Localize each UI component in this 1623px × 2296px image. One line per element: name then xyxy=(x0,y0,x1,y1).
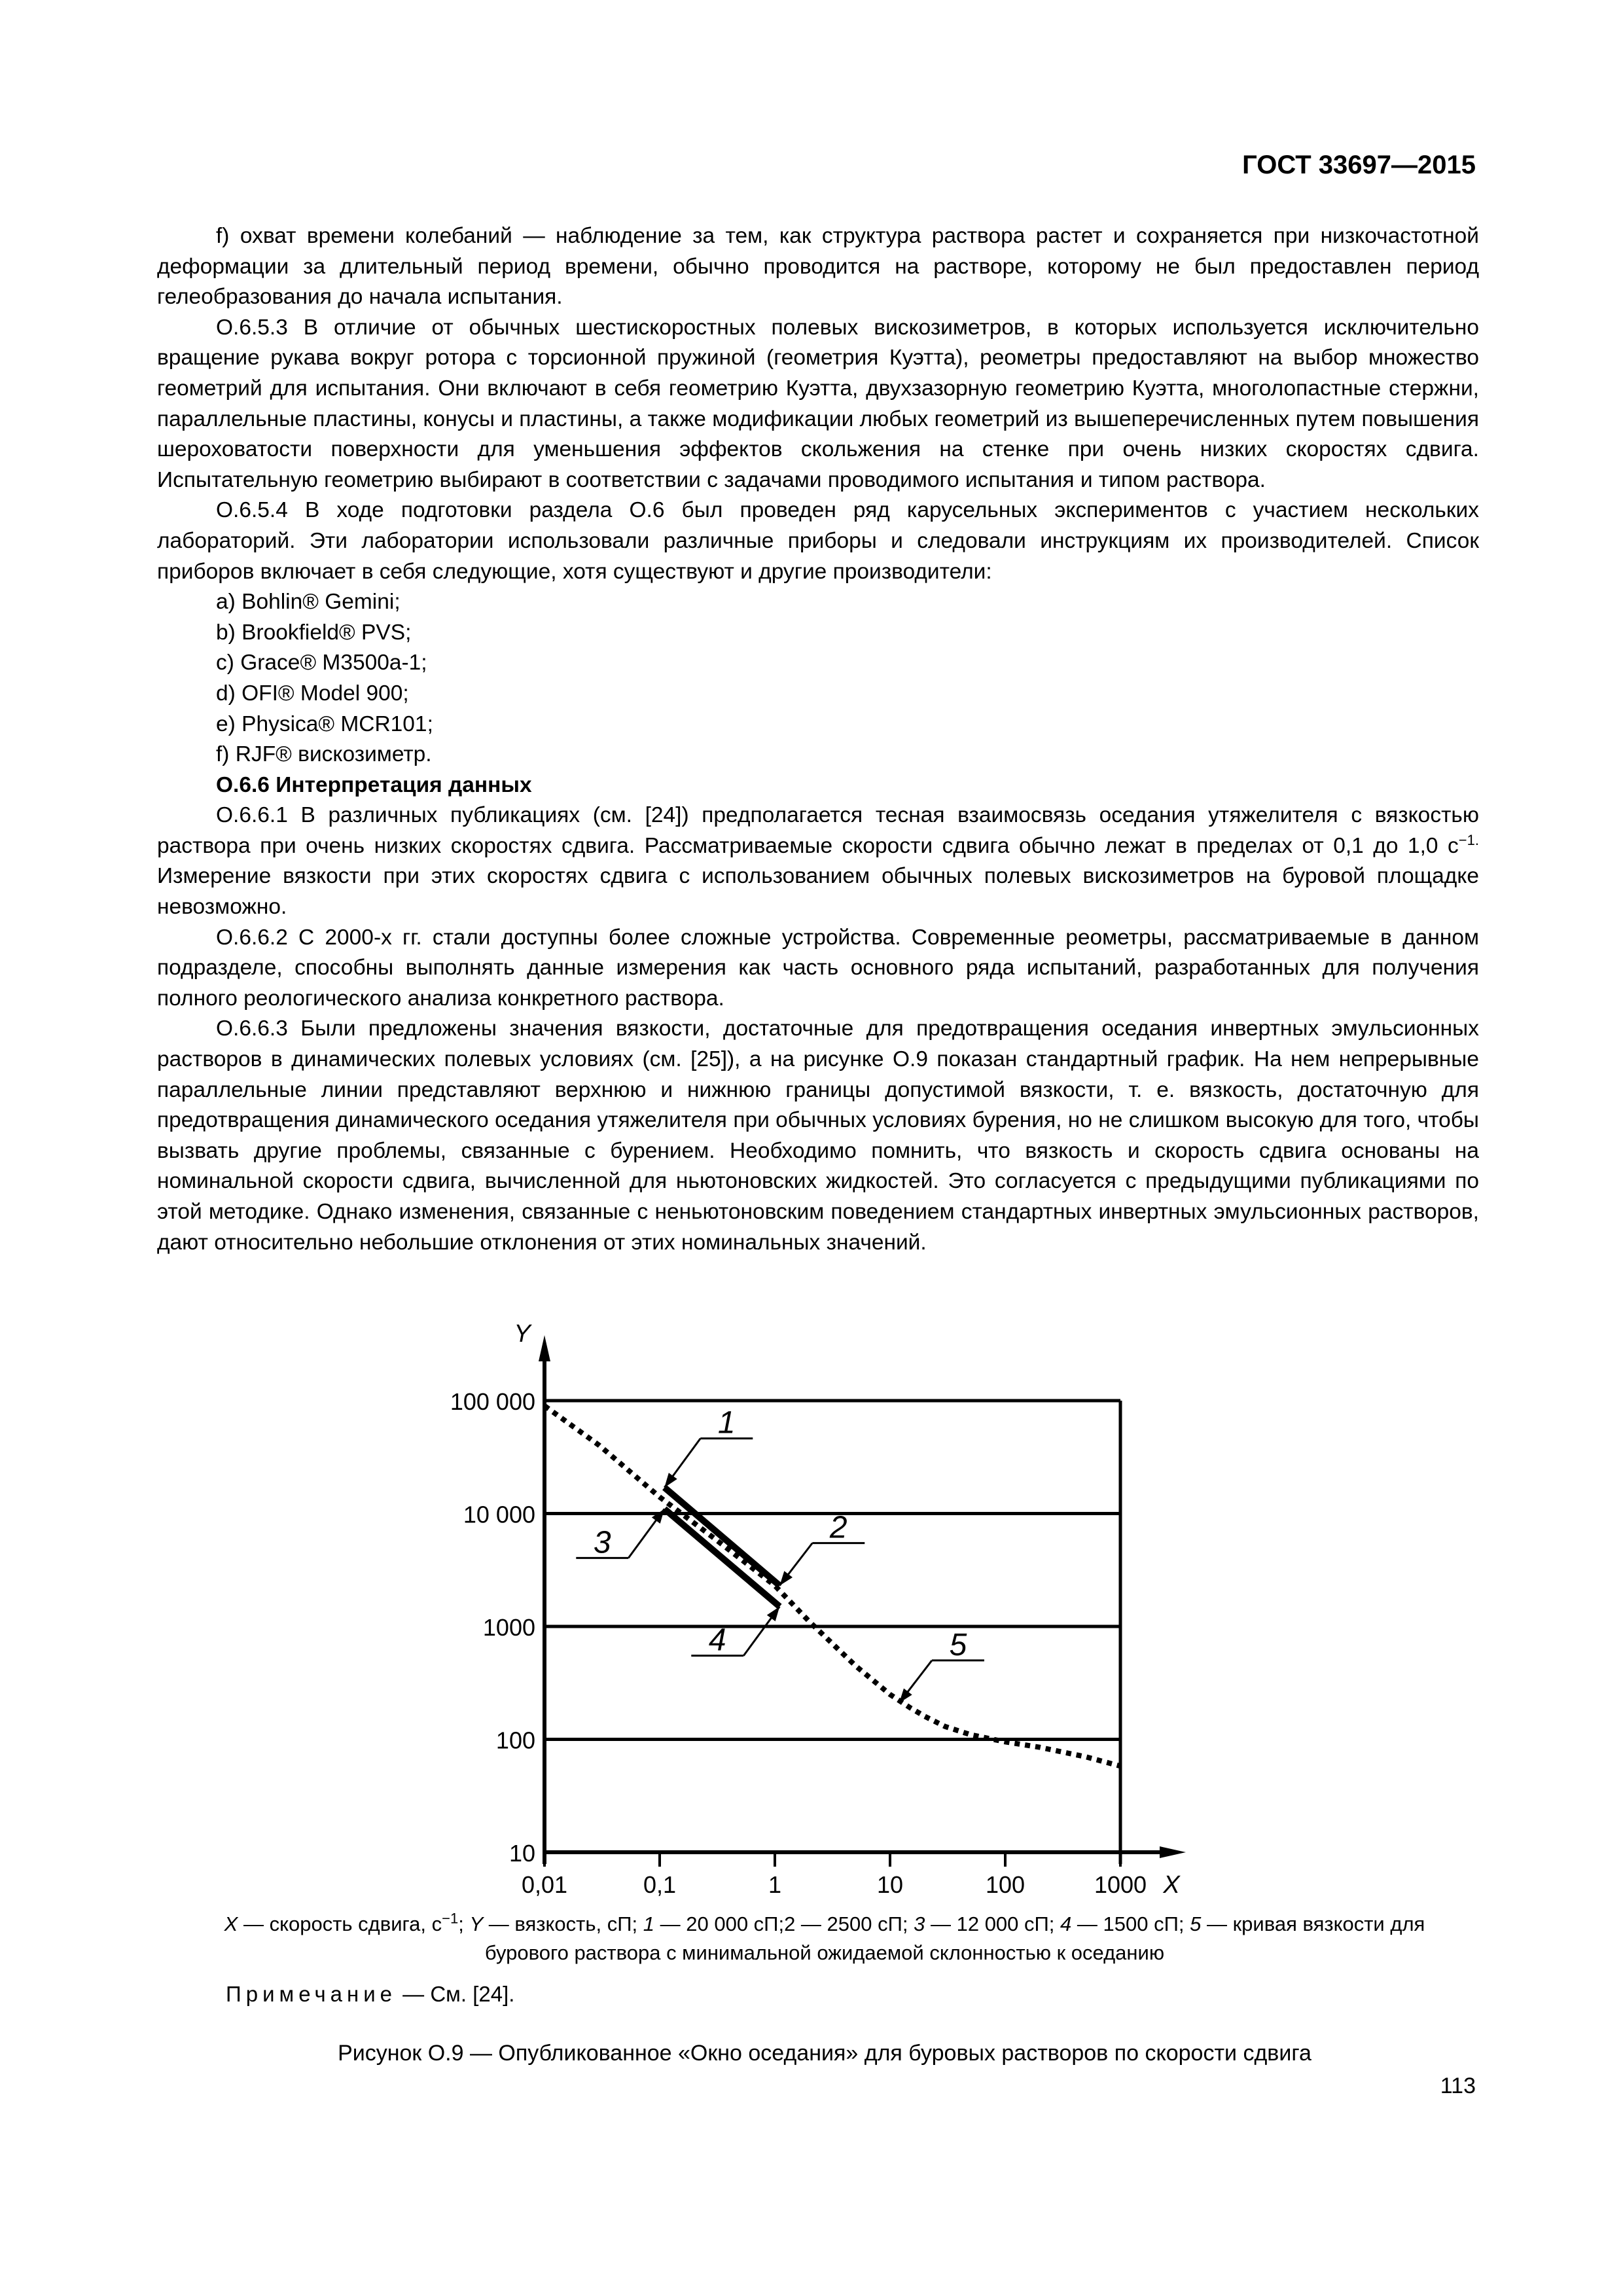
y-tick-label: 100 000 xyxy=(450,1388,535,1415)
annotation-arrow-icon xyxy=(779,1571,793,1585)
paragraph: О.6.6.1 В различных публикациях (см. [24]) предполагается тесная взаимосвязь оседания утяжелителя с вязкостью раствора при очень низких скоростях сдвига. Рассматриваемые скорости сдвига обычно лежат в пределах от 0,1 до 1,0 $с^{-1.}$ Измерение вязкости при этих скоростях сдвига с использованием обычных полевых вискозиметров на буровой площадке невозможно. xyxy=(157,803,1479,920)
caption-fragment: — скорость сдвига, с xyxy=(238,1912,442,1935)
y-tick-label: 10 000 xyxy=(463,1501,535,1528)
list-item: c) Grace® M3500a-1; xyxy=(216,651,427,675)
page-number: 113 xyxy=(1440,2073,1476,2098)
figure-note xyxy=(226,1982,514,2007)
caption-fragment: −1 xyxy=(442,1910,459,1927)
list-item: a) Bohlin® Gemini; xyxy=(216,590,401,615)
y-axis-arrow-icon xyxy=(539,1335,550,1361)
superscript: −1. xyxy=(1458,831,1479,848)
limit-line-3 xyxy=(664,1509,779,1606)
annotation-label: 3 xyxy=(593,1525,611,1560)
list-item: e) Physica® MCR101; xyxy=(216,711,433,736)
y-axis-label: Y xyxy=(514,1320,531,1348)
x-tick-label: 100 xyxy=(985,1871,1026,1898)
paragraph: О.6.5.4 В ходе подготовки раздела О.6 был проведен ряд карусельных экспериментов с участием нескольких лабораторий. Эти лаборатории использовали различные приборы и следовали инструкциям их производителей. Список приборов включает в себя следующие, хотя существуют и другие производители: xyxy=(157,498,1479,584)
limit-line-1 xyxy=(664,1488,779,1586)
x-axis-label: X xyxy=(1163,1871,1180,1899)
paragraph: О.6.6.2 С 2000-х гг. стали доступны более сложные устройства. Современные реометры, рассматриваемые в данном подразделе, способны выполнять данные измерения как часть основного ряда испытаний, разработанных для получения полного реологического анализа конкретного раствора. xyxy=(157,925,1479,1011)
x-tick-label: 0,01 xyxy=(521,1871,568,1898)
caption-fragment: ; xyxy=(458,1912,470,1935)
caption-fragment: 1 xyxy=(643,1912,655,1935)
paragraph: f) охват времени колебаний — наблюдение за тем, как структура раствора растет и сохраняется при низкочастотной деформации за длительный период времени, обычно проводится на растворе, которому не был предоставлен период гелеобразования до начала испытания. xyxy=(157,224,1479,310)
annotation-arrow-icon xyxy=(899,1689,912,1703)
paragraph: О.6.6.3 Были предложены значения вязкости, достаточные для предотвращения оседания инвертных эмульсионных растворов в динамических полевых условиях (см. [25]), а на рисунке О.9 показан стандартный график. На нем непрерывные параллельные линии представляют верхнюю и нижнюю границы допустимой вязкости, т. е. вязкость, достаточную для предотвращения динамического оседания утяжелителя при обычных условиях бурения, но не слишком высокую для того, чтобы вызвать другие проблемы, связанные с бурением. Необходимо помнить, что вязкость и скорость сдвига основаны на номинальной скорости сдвига, вычисленной для ньютоновских жидкостей. Это согласуется с предыдущими публикациями по этой методике. Однако изменения, связанные с неньютоновским поведением стандартных инвертных эмульсионных растворов, дают относительно небольшие отклонения от этих номинальных значений. xyxy=(157,1016,1479,1255)
paragraph: О.6.5.3 В отличие от обычных шестискоростных полевых вискозиметров, в которых используется исключительно вращение рукава вокруг ротора с торсионной пружиной (геометрия Куэтта), реометры предоставляют на выбор множество геометрий для испытания. Они включают в себя геометрию Куэтта, двухзазорную геометрию Куэтта, многолопастные стержни, параллельные пластины, конусы и пластины, а также модификации любых геометрий из вышеперечисленных путем повышения шероховатости поверхности для уменьшения эффектов скольжения на стенке при очень низких скоростях сдвига. Испытательную геометрию выбирают в соответствии с задачами проводимого испытания и типом раствора. xyxy=(157,315,1479,492)
figure-legend-line-2: бурового раствора с минимальной ожидаемой склонностью к оседанию xyxy=(484,1941,1165,1964)
x-tick-label: 0,1 xyxy=(643,1871,677,1898)
figure-legend xyxy=(157,1910,1492,1967)
caption-fragment: — 12 000 сП; xyxy=(925,1912,1061,1935)
figure-legend-line-1 xyxy=(157,1910,1492,1939)
x-axis-arrow-icon xyxy=(1160,1846,1186,1858)
y-tick-label: 100 xyxy=(495,1727,535,1754)
note-label: Примечание xyxy=(226,1982,397,2006)
caption-fragment: Y xyxy=(469,1912,484,1935)
x-tick-label: 1 xyxy=(768,1871,782,1898)
annotation-label: 4 xyxy=(708,1623,726,1658)
annotation-arrow-icon xyxy=(767,1607,779,1621)
y-tick-label: 1000 xyxy=(482,1614,535,1641)
x-tick-label: 10 xyxy=(876,1871,904,1898)
viscosity-curve-5 xyxy=(544,1406,1120,1766)
annotation-label: 1 xyxy=(717,1405,736,1441)
annotation-arrow-icon xyxy=(652,1509,664,1523)
caption-fragment: — вязкость, сП; xyxy=(483,1912,643,1935)
document-header: ГОСТ 33697—2015 xyxy=(1242,151,1476,179)
section-heading: О.6.6 Интерпретация данных xyxy=(216,772,532,797)
x-tick-label: 1000 xyxy=(1094,1871,1147,1898)
caption-fragment: 3 xyxy=(914,1912,925,1935)
caption-fragment: X xyxy=(224,1912,238,1935)
caption-fragment: — 20 000 сП;2 — 2500 сП; xyxy=(654,1912,914,1935)
caption-fragment: 4 xyxy=(1060,1912,1072,1935)
figure-title: Рисунок О.9 — Опубликованное «Окно оседания» для буровых растворов по скорости сдвига xyxy=(338,2041,1311,2066)
list-item: f) RJF® вискозиметр. xyxy=(216,742,432,767)
annotation-label: 5 xyxy=(949,1627,967,1662)
annotation-arrow-icon xyxy=(664,1473,677,1487)
list-item: b) Brookfield® PVS; xyxy=(216,620,412,645)
caption-fragment: — 1500 сП; xyxy=(1071,1912,1190,1935)
list-item: d) OFI® Model 900; xyxy=(216,681,409,706)
caption-fragment: 5 xyxy=(1190,1912,1202,1935)
y-tick-label: 10 xyxy=(508,1840,535,1867)
annotation-label: 2 xyxy=(829,1510,847,1545)
note-text: — См. [24]. xyxy=(397,1982,515,2006)
caption-fragment: — кривая вязкости для xyxy=(1201,1912,1425,1935)
